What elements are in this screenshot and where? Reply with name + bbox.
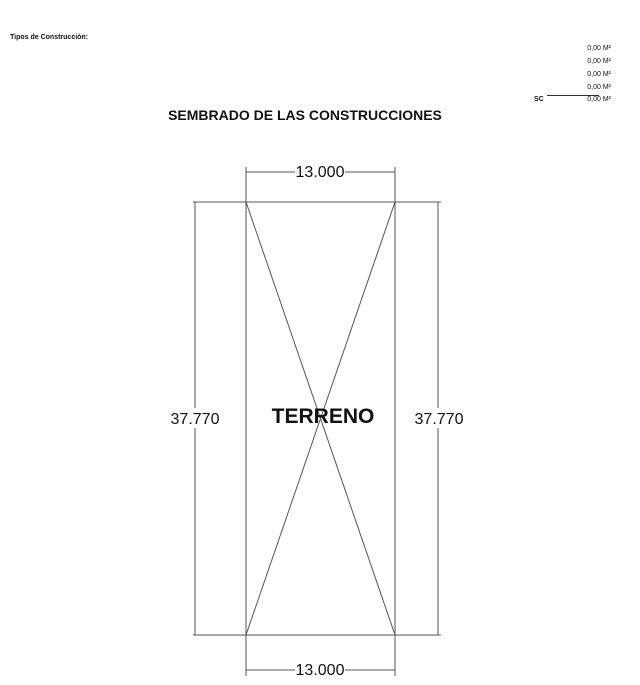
left-dimension-label: 37.770 (170, 411, 220, 428)
sc-label: SC (534, 96, 544, 103)
construction-types-label: Tipos de Construcción: (10, 34, 89, 41)
area-row-3: 0,00 M² (587, 71, 611, 78)
area-row-2: 0,00 M² (587, 58, 611, 65)
area-row-1: 0,00 M² (587, 45, 611, 52)
top-dimension-label: 13.000 (295, 164, 345, 181)
area-row-4: 0,00 M² (587, 84, 611, 91)
site-plan-title: SEMBRADO DE LAS CONSTRUCCIONES (168, 107, 442, 123)
sc-total-area: 0,00 M² (587, 96, 611, 103)
right-dimension-label: 37.770 (414, 411, 464, 428)
bottom-dimension-label: 13.000 (295, 662, 345, 679)
lot-label: TERRENO (271, 405, 375, 428)
